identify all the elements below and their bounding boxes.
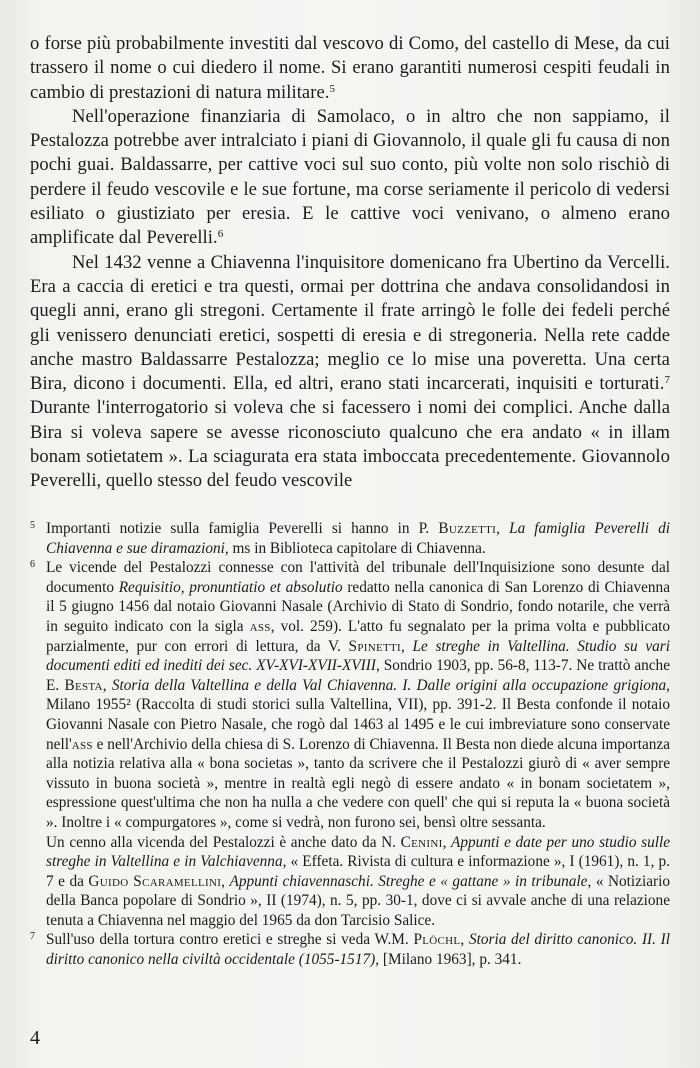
author-name: Guido Scaramellini	[88, 872, 222, 890]
footnote-text-part: ,	[460, 931, 469, 949]
work-title: Storia del diritto canonico. II. Il diritto canonico nella civiltà occidentale (1055-1517)	[46, 931, 671, 969]
footnote-ref-6: 6	[217, 228, 224, 241]
author-name: Spinetti	[348, 637, 401, 655]
footnote-text-part: e nell'Archivio della chiesa di S. Lorenzo di Chiavenna. Il Besta non diede alcuna importanza alla notizia relativa alla « bona societas », tanto da scrivere che il Pestalozzi giurò di « aver sempre vissuto in buona società », mentre in realtà egli negò di essere andato « in bonam societatem », espressione quest'ultima che non ha nulla a che vedere con quell' che qui si reputa la « buona società ». Inoltre i « compurgatores », come si vedrà, non furono sei, bensì oltre sessanta.	[46, 735, 670, 831]
footnote-ref-5: 5	[329, 82, 336, 95]
paragraph-3-text-b: Durante l'interrogatorio si voleva che si facessero i nomi dei complici. Anche dalla Bira si voleva sapere se avesse riconosciuto qualcuno che era andato « in illam bonam sotietatem ». La sciagurata era stata imboccata precedentemente. Giovannolo Peverelli, quello stesso del feudo vescovile	[30, 397, 670, 492]
footnote-number: 6	[30, 559, 35, 571]
work-title: Appunti chiavennaschi. Streghe e « gattane » in tribunale	[229, 872, 588, 890]
footnote-text-part: redatto nella canonica di San Lorenzo di Chiavenna il 5 giugno 1456 dal notaio Giovanni Nasale (Archivio di Stato di Sondrio, fondo notarile, che verrà in seguito indicato con la sigla	[46, 578, 670, 635]
main-text	[30, 32, 670, 494]
paragraph-2-text: Nell'operazione finanziaria di Samolaco, o in altro che non sappiamo, il Pestalozza potrebbe aver intralciato i piani di Giovannolo, il quale gli fu causa di non pochi guai. Baldassarre, per cattive voci sul suo conto, più volte non solo rischiò di perdere il feudo vescovile e le sue fortune, ma corse seriamente il pericolo di vedersi esiliato o giustiziato per eresia. E le cattive voci venivano, o almeno erano amplificate dal Peverelli.	[30, 105, 670, 249]
footnote-text-continued	[46, 833, 670, 931]
footnote-text-part: ,	[221, 872, 230, 890]
footnote-text-part: ,	[400, 637, 413, 655]
footnote-text	[46, 558, 670, 832]
footnote-text-part: Un cenno alla vicenda del Pestalozzi è anche dato da N.	[46, 833, 401, 851]
footnote-text-part: , Sondrio 1903, pp. 56-8, 113-7. Ne trattò anche E.	[46, 657, 670, 694]
work-title: La famiglia Peverelli di Chiavenna e sue diramazioni	[46, 520, 671, 557]
footnote-text-part: ,	[496, 520, 510, 537]
paragraph-1-text: o forse più probabilmente investiti dal vescovo di Como, del castello di Mese, da cui trassero il nome o cui diedero il nome. Si erano garantiti numerosi cespiti feudali in cambio di prestazioni di natura militare.	[30, 33, 670, 103]
abbreviation: ass	[249, 617, 271, 635]
footnote-text-part: , « Notiziario della Banca popolare di Sondrio », II (1974), n. 5, pp. 30-1, dove ci si avvale anche di una relazione tenuta a Chiavenna nel maggio del 1965 da don Tarcisio Salice.	[46, 872, 670, 929]
footnote-text-part: , Milano 1955² (Raccolta di studi storici sulla Valtellina, VII), pp. 391-2. Il Besta confonde il notaio Giovanni Nasale con Pietro Nasale, che rogò dal 1463 al 1495 e le cui imbreviature sono conservate nell'	[46, 676, 670, 753]
work-title: Requisitio, pronuntiatio et absolutio	[118, 578, 343, 596]
footnote-text-part: , « Effeta. Rivista di cultura e informazione », I (1961), n. 1, p. 7 e da	[46, 853, 670, 890]
footnote-text	[46, 930, 670, 969]
work-title: Appunti e date per uno studio sulle streghe in Valtellina e in Valchiavenna	[46, 833, 671, 871]
footnote-text-part: , [Milano 1963], p. 341.	[375, 951, 522, 969]
paragraph-3-text-a: Nel 1432 venne a Chiavenna l'inquisitore domenicano fra Ubertino da Vercelli. Era a caccia di eretici e tra questi, ormai per dottrina che andava consolidandosi in quegli anni, erano gli stregoni. Certamente il frate arringò le folle dei fedeli perché gli venissero denunciati eretici, sospetti di eresia e di stregoneria. Nella rete cadde anche mastro Baldassarre Pestalozza; meglio ce lo mise una poveretta. Una certa Bira, dicono i documenti. Ella, ed altri, erano stati incarcerati, inquisiti e torturati.	[30, 251, 670, 395]
footnote-text-part: , ms in Biblioteca capitolare di Chiavenna.	[224, 539, 486, 557]
paragraph-1	[30, 32, 670, 105]
author-name: Besta	[64, 676, 103, 694]
footnote-number: 7	[30, 931, 35, 943]
footnote-text-part: ,	[102, 676, 112, 694]
paragraph-2	[30, 105, 670, 251]
footnote-number: 5	[30, 520, 35, 531]
footnote-text-part: Sull'uso della tortura contro eretici e streghe si veda W.M.	[46, 931, 414, 949]
author-name: Buzzetti	[438, 520, 497, 537]
author-name: Plöchl	[413, 931, 461, 949]
footnote-text-part: , vol. 259). L'atto fu segnalato per la prima volta e pubblicato parzialmente, pur con errori di lettura, da V.	[46, 617, 671, 655]
footnote-7	[30, 930, 670, 969]
footnote-text	[46, 519, 670, 558]
footnote-text-part: ,	[442, 833, 452, 851]
work-title: Storia della Valtellina e della Val Chiavenna. I. Dalle origini alla occupazione grigiona	[111, 676, 667, 694]
footnote-text-part: Le vicende del Pestalozzi connesse con l'attività del tribunale dell'Inquisizione sono desunte dal documento	[46, 559, 670, 596]
footnote-text-part: Importanti notizie sulla famiglia Peverelli si hanno in P.	[46, 520, 439, 537]
work-title: Le streghe in Valtellina. Studio su vari documenti editi ed inediti dei sec. XV-XVI-XVII-XVIII	[46, 637, 670, 675]
footnotes	[30, 519, 670, 970]
footnote-5	[30, 519, 670, 558]
paragraph-3	[30, 251, 670, 494]
author-name: Cenini	[400, 833, 443, 851]
footnote-6	[30, 558, 670, 930]
page-number: 4	[30, 1027, 40, 1049]
abbreviation: ass	[71, 735, 93, 753]
footnote-ref-7: 7	[664, 374, 670, 387]
